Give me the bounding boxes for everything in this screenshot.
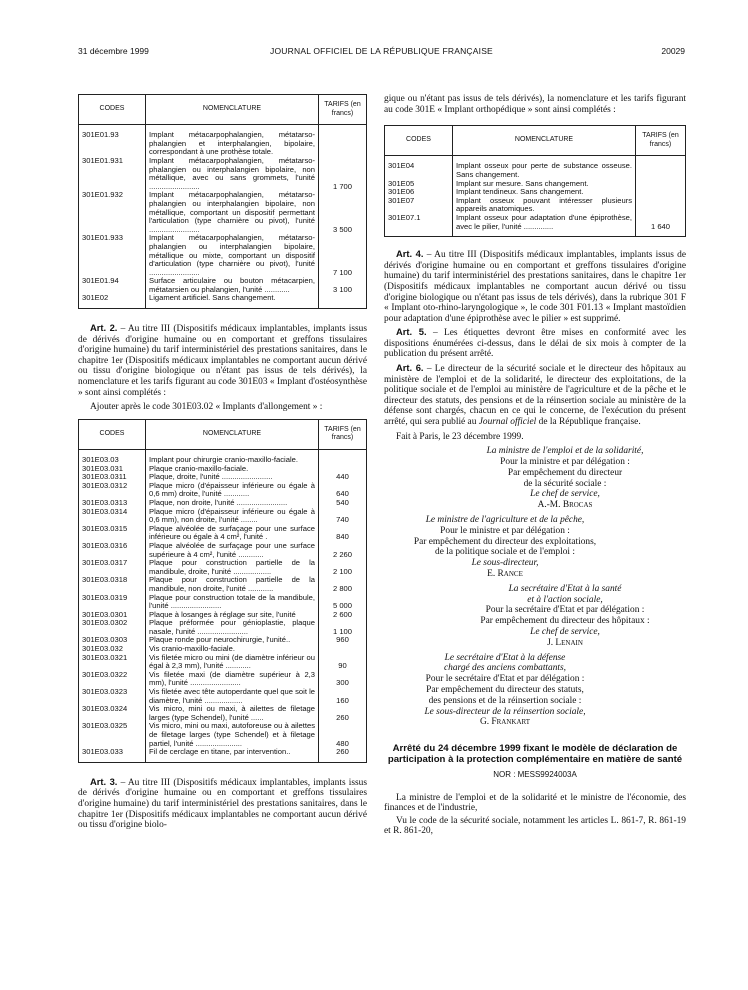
article-3: Art. 3. – Au titre III (Dispositifs médicaux implantables, implants issus de dérivés d'origine humaine ou en comportant et greffons tissulaires d'origine humaine) du tarif interministériel des prestations sanitaires, dans le chapitre 1er (Dispositifs médicaux implantables ne comportant aucun dérivé ou tissu d'origine biolo- xyxy=(78,775,368,831)
signature-agriculture: Le ministre de l'agriculture et de la pêche, Pour le ministre et par délégation : Par empêchement du directeur des exploitations, de la politique sociale et de l'emploi : Le sous-directeur, E. Rance xyxy=(413,515,597,579)
cell-code: 301E01.931 xyxy=(82,155,123,165)
cell-code: 301E03.0319 xyxy=(82,592,128,602)
page-header xyxy=(78,46,685,60)
cell-nomenclature: Vis cranio-maxillo-faciale. xyxy=(146,645,319,654)
signature-defense: Le secrétaire d'Etat à la défense chargé des anciens combattants, Pour le secrétaire d'Etat et par délégation : Par empêchement du directeur des statuts, des pensions et de la réinsertion sociale : Le sous-directeur de la réinsertion sociale, G. Frankart xyxy=(424,652,586,728)
table-row xyxy=(79,748,367,762)
cell-code: 301E01.933 xyxy=(82,233,123,243)
cell-tarif: 540 xyxy=(319,499,367,508)
cell-code: 301E03.0321 xyxy=(82,652,128,662)
cell-code: 301E03.033 xyxy=(82,747,123,757)
article-3-label: Art. 3. xyxy=(90,775,118,787)
article-2-ajouter: Ajouter après le code 301E03.02 « Implants d'allongement » : xyxy=(90,402,323,413)
col-header-nomenclature: NOMENCLATURE xyxy=(453,126,636,156)
article-2-label: Art. 2. xyxy=(90,322,118,334)
cell-tarif xyxy=(636,180,686,189)
cell-tarif xyxy=(319,294,367,308)
cell-nomenclature: Plaque à losanges à réglage sur site, l'unité xyxy=(146,611,319,620)
cell-code: 301E03.0324 xyxy=(82,704,128,714)
table-row xyxy=(79,525,367,542)
table-row xyxy=(79,277,367,294)
cell-code: 301E03.0303 xyxy=(82,635,128,645)
cell-code: 301E07 xyxy=(388,195,415,205)
cell-nomenclature: Surface articulaire ou bouton métacarpien, métatarsien ou phalangien, l'unité ............ xyxy=(146,277,319,294)
cell-code: 301E03.0302 xyxy=(82,618,128,628)
preamble-ministres: La ministre de l'emploi et de la solidarité et le ministre de l'économie, des finances et de l'industrie, xyxy=(384,792,686,814)
article-6-label: Art. 6. xyxy=(396,362,424,374)
cell-code: 301E01.932 xyxy=(82,190,123,200)
cell-nomenclature: Implant osseux pour perte de substance osseuse. Sans changement. xyxy=(453,156,636,180)
cell-nomenclature: Plaque ronde pour neurochirurgie, l'unité.. xyxy=(146,636,319,645)
table-row xyxy=(79,594,367,611)
cell-code: 301E07.1 xyxy=(388,212,421,222)
cell-tarif: 2 100 xyxy=(319,559,367,576)
cell-code: 301E03.0315 xyxy=(82,523,128,533)
cell-tarif xyxy=(319,450,367,465)
cell-code: 301E06 xyxy=(388,187,415,197)
cell-code: 301E01.94 xyxy=(82,276,119,286)
table-row xyxy=(79,482,367,499)
cell-nomenclature: Plaque micro (d'épaisseur inférieure ou égale à 0,6 mm), non droite, l'unité ........ xyxy=(146,508,319,525)
cell-tarif xyxy=(319,645,367,654)
article-5: Art. 5. – Les étiquettes devront être mises en conformité avec les dispositions énumérées ci-dessus, dans le délai de six mois à compter de la publication du présent arrêté. xyxy=(384,326,686,360)
cell-code: 301E03.032 xyxy=(82,644,123,654)
cell-tarif: 300 xyxy=(319,671,367,688)
cell-nomenclature: Plaque alvéolée de surfaçage pour une surface inférieure ou égale à 4 cm², l'unité . xyxy=(146,525,319,542)
table-row xyxy=(79,157,367,191)
table-row xyxy=(79,294,367,308)
table-implants-orthopediques xyxy=(384,125,686,237)
cell-tarif: 260 xyxy=(319,748,367,762)
header-journal-title: JOURNAL OFFICIEL DE LA RÉPUBLIQUE FRANÇAISE xyxy=(270,46,493,56)
article-5-label: Art. 5. xyxy=(396,326,427,338)
col-header-codes: CODES xyxy=(79,95,146,125)
cell-nomenclature: Plaque, droite, l'unité ........................ xyxy=(146,473,319,482)
cell-code: 301E03.0322 xyxy=(82,669,128,679)
cell-code: 301E03.0317 xyxy=(82,558,128,568)
cell-code: 301E03.0312 xyxy=(82,480,128,490)
cell-tarif: 2 800 xyxy=(319,576,367,593)
col-header-tarifs: TARIFS (en francs) xyxy=(636,126,686,156)
cell-tarif: 2 600 xyxy=(319,611,367,620)
cell-nomenclature: Implant pour chirurgie cranio-maxillo-faciale. xyxy=(146,450,319,465)
cell-code: 301E04 xyxy=(388,161,415,171)
cell-nomenclature: Implant métacarpophalangien, métatarso-phalangien et interphalangien, bipolaire, correspondant à une prothèse totale. xyxy=(146,125,319,157)
cell-tarif: 1 700 xyxy=(319,157,367,191)
col-header-nomenclature: NOMENCLATURE xyxy=(146,95,319,125)
cell-code: 301E03.0314 xyxy=(82,506,128,516)
cell-nomenclature: Implant osseux pouvant intéresser plusieurs appareils anatomiques. xyxy=(453,197,636,214)
cell-tarif: 5 000 xyxy=(319,594,367,611)
cell-tarif xyxy=(319,125,367,157)
col-header-codes: CODES xyxy=(79,419,146,449)
cell-nomenclature: Implant métacarpophalangien, métatarso-phalangien ou interphalangien bipolaire, non métallique, avec ou sans grommets, l'unité ........................ xyxy=(146,157,319,191)
col-header-nomenclature: NOMENCLATURE xyxy=(146,419,319,449)
cell-code: 301E01.93 xyxy=(82,130,119,140)
cell-nomenclature: Plaque cranio-maxillo-faciale. xyxy=(146,465,319,474)
cell-nomenclature: Vis micro, mini ou maxi, à ailettes de filetage larges (type Schendel), l'unité ...... xyxy=(146,705,319,722)
signature-sante: La secrétaire d'Etat à la santé et à l'action sociale, Pour la secrétaire d'Etat et par délégation : Par empêchement du directeur des hôpitaux : Le chef de service, J. Lenain xyxy=(480,583,650,648)
cell-tarif: 1 100 xyxy=(319,619,367,636)
table-row xyxy=(79,619,367,636)
cell-code: 301E03.03 xyxy=(82,455,119,464)
cell-tarif xyxy=(636,156,686,180)
table-row xyxy=(79,542,367,559)
cell-tarif: 2 260 xyxy=(319,542,367,559)
cell-tarif: 840 xyxy=(319,525,367,542)
table-row xyxy=(385,156,686,180)
cell-code: 301E03.0301 xyxy=(82,609,128,619)
cell-nomenclature: Plaque micro (d'épaisseur inférieure ou égale à 0,6 mm) droite, l'unité ............ xyxy=(146,482,319,499)
cell-tarif: 90 xyxy=(319,654,367,671)
cell-code: 301E05 xyxy=(388,178,415,188)
table-row xyxy=(385,214,686,237)
cell-tarif: 440 xyxy=(319,473,367,482)
cell-tarif: 3 500 xyxy=(319,191,367,234)
cell-nomenclature: Plaque alvéolée de surfaçage pour une surface supérieure à 4 cm², l'unité ............ xyxy=(146,542,319,559)
cell-nomenclature: Plaque pour construction partielle de la mandibule, non droite, l'unité ............ xyxy=(146,576,319,593)
article-3-continued: gique ou n'étant pas issus de tels dérivés), la nomenclature et les tarifs figurant au code 301E « Implant orthopédique » sont ainsi complétés : xyxy=(384,94,686,115)
table-row xyxy=(79,191,367,234)
cell-code: 301E03.0316 xyxy=(82,540,128,550)
signature-emploi-solidarite: La ministre de l'emploi et de la solidarité, Pour la ministre et par délégation : Par empêchement du directeur de la sécurité sociale : Le chef de service, A.-M. Brocas xyxy=(486,446,644,511)
cell-tarif xyxy=(636,188,686,197)
header-date: 31 décembre 1999 xyxy=(78,46,149,56)
cell-code: 301E03.0318 xyxy=(82,575,128,585)
table-row xyxy=(385,197,686,214)
table-row xyxy=(79,450,367,465)
article-4: Art. 4. – Au titre III (Dispositifs médicaux implantables, implants issus de dérivés d'origine humaine ou en comportant et greffons tissulaires d'origine humaine) du tarif interministériel des prestations sanitaires, dans le chapitre 1er (Dispositifs médicaux implantables ne comportant aucun dérivé ou tissu d'origine biologique ou n'étant pas issus de tels dérivés), dans la rubrique 301 F « Implant oto-rhino-laryngologique », le code 301 F01.13 « Implant mastoïdien pour adaptation d'une épiprothèse avec le pilier » est supprimé. xyxy=(384,248,686,324)
cell-nomenclature: Vis filetée avec tête autoperdante quel que soit le diamètre, l'unité .................. xyxy=(146,688,319,705)
cell-nomenclature: Implant métacarpophalangien, métatarso-phalangien ou interphalangien bipolaire, métallique ou mixte, comportant un dispositif d'articulation (type charnière ou pivot), l'unité ........................ xyxy=(146,234,319,277)
cell-tarif: 480 xyxy=(319,722,367,748)
cell-tarif: 3 100 xyxy=(319,277,367,294)
cell-nomenclature: Implant tendineux. Sans changement. xyxy=(453,188,636,197)
preamble-vu: Vu le code de la sécurité sociale, notamment les articles L. 861-7, R. 861-19 et R. 861-20, xyxy=(384,815,686,837)
cell-tarif: 260 xyxy=(319,705,367,722)
cell-nomenclature: Plaque pour construction partielle de la mandibule, droite, l'unité .................. xyxy=(146,559,319,576)
table-row xyxy=(79,234,367,277)
table-row xyxy=(79,705,367,722)
cell-nomenclature: Plaque, non droite, l'unité ........................ xyxy=(146,499,319,508)
article-6: Art. 6. – Le directeur de la sécurité sociale et le directeur des hôpitaux au ministère de l'emploi et de la solidarité, le directeur des exploitations, de la politique sociale et de l'emploi au ministère de l'agriculture et de la pêche et le directeur des statuts, des pensions et de la réinsertion sociale au ministère de la défense sont chargés, chacun en ce qui le concerne, de l'exécution du présent arrêté, qui sera publié au Journal officiel de la République française. xyxy=(384,362,686,428)
table-row xyxy=(79,559,367,576)
header-page-number: 20029 xyxy=(661,46,685,56)
cell-nomenclature: Vis filetée maxi (de diamètre supérieur à 2,3 mm), l'unité ........................ xyxy=(146,671,319,688)
table-row xyxy=(79,654,367,671)
table-implants-cranio xyxy=(78,419,367,763)
cell-nomenclature: Implant métacarpophalangien, métatarso-phalangien ou interphalangien bipolaire, non métallique, comportant un dispositif permettant l'articulation (type charnière ou pivot), l'unité ........................ xyxy=(146,191,319,234)
table-row xyxy=(79,576,367,593)
right-column xyxy=(384,94,686,837)
table-row xyxy=(79,688,367,705)
cell-code: 301E03.0313 xyxy=(82,497,128,507)
cell-code: 301E03.0323 xyxy=(82,687,128,697)
cell-nomenclature: Plaque pour construction totale de la mandibule, l'unité ........................ xyxy=(146,594,319,611)
table-row xyxy=(79,508,367,525)
table-row xyxy=(79,671,367,688)
article-2: Art. 2. – Au titre III (Dispositifs médicaux implantables, implants issus de dérivés d'origine humaine ou en comportant et greffons tissulaires d'origine humaine) du tarif interministériel des prestations sanitaires, dans le chapitre 1er (Dispositifs médicaux implantables ne comportant aucun dérivé ou tissu d'origine biologique ou n'étant pas issus de tels dérivés), la nomenclature et les tarifs figurant au code 301E03 « Implant d'ostéosynthèse » sont ainsi complétés : xyxy=(78,322,368,398)
col-header-tarifs: TARIFS (en francs) xyxy=(319,95,367,125)
cell-code: 301E03.031 xyxy=(82,463,123,473)
cell-code: 301E03.0311 xyxy=(82,472,127,482)
cell-tarif: 740 xyxy=(319,508,367,525)
table-implants-articulaires xyxy=(78,94,367,309)
cell-nomenclature: Fil de cerclage en titane, par intervention.. xyxy=(146,748,319,762)
table-row xyxy=(79,125,367,157)
cell-tarif: 960 xyxy=(319,636,367,645)
arrete-title: Arrêté du 24 décembre 1999 fixant le modèle de déclaration de participation à la protection complémentaire en matière de santé xyxy=(387,743,683,765)
cell-nomenclature: Ligament artificiel. Sans changement. xyxy=(146,294,319,308)
cell-nomenclature: Implant sur mesure. Sans changement. xyxy=(453,180,636,189)
article-4-label: Art. 4. xyxy=(396,248,424,260)
cell-tarif: 1 640 xyxy=(636,214,686,237)
cell-tarif: 160 xyxy=(319,688,367,705)
left-column xyxy=(78,94,367,831)
cell-nomenclature: Vis filetée micro ou mini (de diamètre inférieur ou égal à 2,3 mm), l'unité ............ xyxy=(146,654,319,671)
cell-tarif: 640 xyxy=(319,482,367,499)
cell-code: 301E03.0325 xyxy=(82,721,128,731)
fait-a-paris: Fait à Paris, le 23 décembre 1999. xyxy=(396,431,524,442)
cell-nomenclature: Implant osseux pour adaptation d'une épiprothèse, avec le pilier, l'unité .............. xyxy=(453,214,636,237)
cell-code: 301E02 xyxy=(82,293,109,303)
col-header-tarifs: TARIFS (en francs) xyxy=(319,419,367,449)
nor-reference: NOR : MESS9924003A xyxy=(493,769,577,779)
cell-tarif: 7 100 xyxy=(319,234,367,277)
col-header-codes: CODES xyxy=(385,126,453,156)
cell-nomenclature: Plaque préformée pour génioplastie, plaque nasale, l'unité ........................ xyxy=(146,619,319,636)
table-row xyxy=(79,722,367,748)
cell-tarif xyxy=(636,197,686,214)
cell-nomenclature: Vis micro, mini ou maxi, autoforeuse ou à ailettes de filetage larges (type Schendel) et à filetage partiel, l'unité ...................... xyxy=(146,722,319,748)
